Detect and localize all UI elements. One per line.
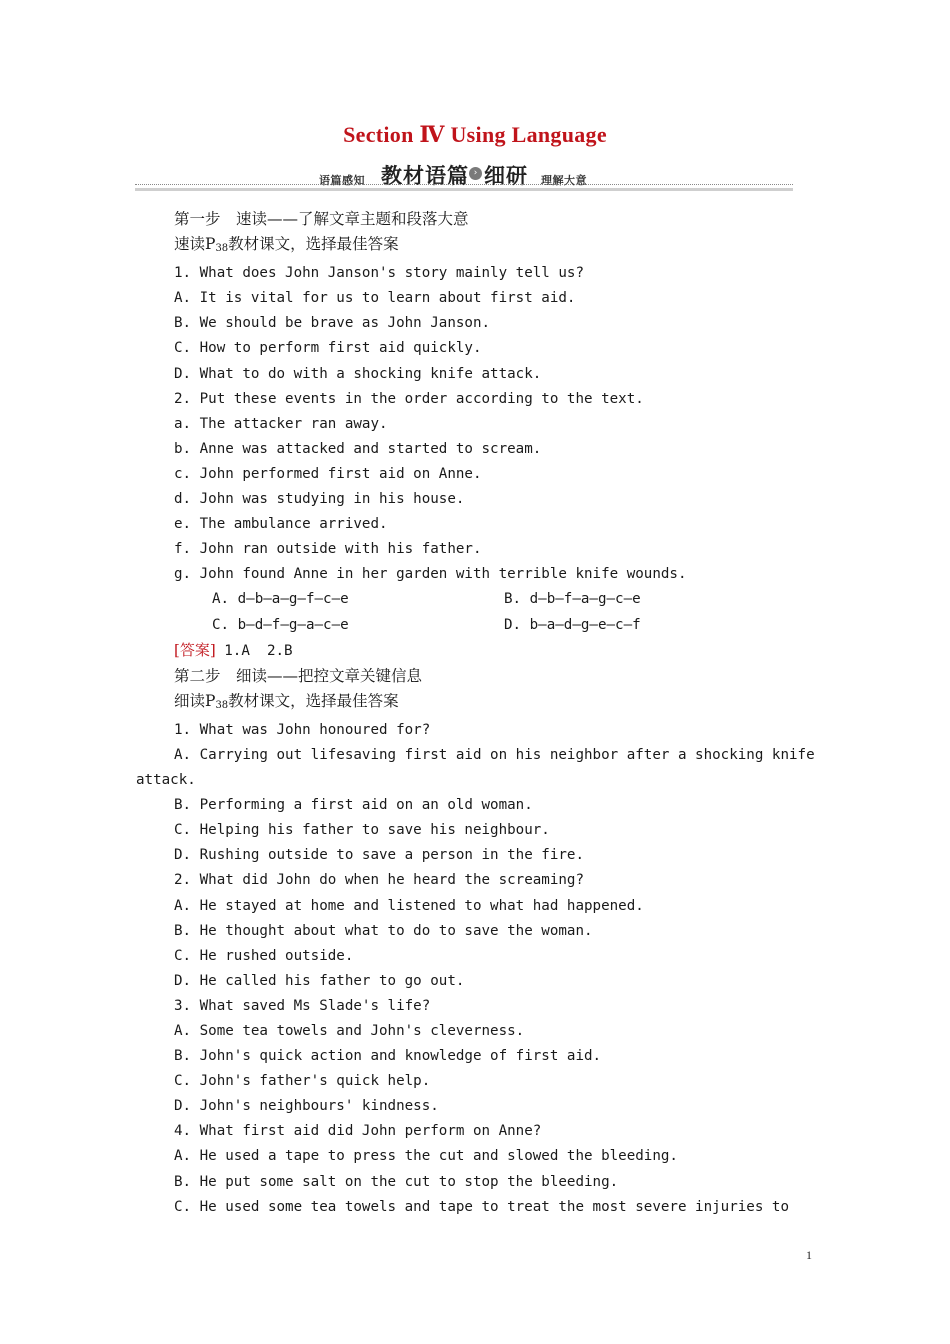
q2-option-c: C. b—d—f—g—a—c—e [212, 616, 349, 633]
d1-option-d: D. Rushing outside to save a person in the fire. [174, 847, 584, 864]
d4-option-c: C. He used some tea towels and tape to treat the most severe injuries to [174, 1198, 789, 1215]
section-banner [135, 158, 793, 194]
event-f: f. John ran outside with his father. [174, 541, 482, 558]
instruction-subscript: 38 [215, 699, 229, 711]
q2-options-row-2 [136, 613, 816, 638]
instruction-suffix: 教材课文，选择最佳答案 [228, 235, 399, 254]
detail-question-1: 1. What was John honoured for? [174, 721, 431, 738]
d3-option-b: B. John's quick action and knowledge of first aid. [174, 1048, 602, 1065]
d1-option-c: C. Helping his father to save his neighbour. [174, 822, 550, 839]
question-1: 1. What does John Janson's story mainly tell us? [174, 265, 584, 282]
detail-question-2: 2. What did John do when he heard the screaming? [174, 872, 584, 889]
d3-option-a: A. Some tea towels and John's cleverness. [174, 1023, 525, 1039]
section-title: Section Ⅳ Using Language [343, 122, 607, 147]
d2-option-c: C. He rushed outside. [174, 947, 354, 964]
d1-option-a: A. Carrying out lifesaving first aid on his neighbor after a shocking knife [174, 746, 815, 763]
question-2: 2. Put these events in the order according to the text. [174, 390, 644, 407]
q2-option-b: B. d—b—f—a—g—c—e [504, 591, 641, 608]
q1-option-a: A. It is vital for us to learn about first aid. [174, 290, 576, 307]
instruction-prefix: 速读P [174, 235, 216, 254]
step2-heading: 第二步 细读——把控文章关键信息 [174, 666, 423, 685]
instruction-prefix: 细读P [174, 691, 216, 710]
d2-option-a: A. He stayed at home and listened to what had happened. [174, 897, 644, 914]
detail-question-3: 3. What saved Ms Slade's life? [174, 997, 431, 1014]
q2-options-row-1 [136, 587, 816, 612]
d4-option-a: A. He used a tape to press the cut and slowed the bleeding. [174, 1148, 678, 1165]
instruction-subscript: 38 [215, 243, 229, 255]
page-number: 1 [806, 1248, 812, 1262]
event-c: c. John performed first aid on Anne. [174, 465, 482, 482]
q1-option-b: B. We should be brave as John Janson. [174, 315, 491, 332]
event-g: g. John found Anne in her garden with terrible knife wounds. [174, 566, 687, 583]
banner-shadow-rule [135, 188, 793, 191]
step1-heading: 第一步 速读——了解文章主题和段落大意 [174, 210, 469, 228]
q1-option-c: C. How to perform first aid quickly. [174, 340, 482, 357]
d2-option-d: D. He called his father to go out. [174, 972, 465, 989]
event-d: d. John was studying in his house. [174, 491, 465, 508]
banner-title-left: 教材语篇 [381, 164, 469, 188]
banner-left-label: 语篇感知 [319, 174, 365, 187]
event-e: e. The ambulance arrived. [174, 516, 388, 533]
event-b: b. Anne was attacked and started to scream. [174, 440, 542, 457]
q2-option-d: D. b—a—d—g—e—c—f [504, 616, 641, 633]
answer-tag: [答案] [174, 640, 216, 659]
banner-title-right: 细研 [484, 164, 528, 188]
q1-option-d: D. What to do with a shocking knife attack. [174, 365, 542, 382]
step1-instruction [136, 232, 816, 261]
answer-line [136, 638, 816, 664]
instruction-suffix: 教材课文，选择最佳答案 [228, 691, 399, 710]
d3-option-c: C. John's father's quick help. [174, 1073, 431, 1090]
banner-right-label: 理解大意 [541, 174, 587, 187]
event-a: a. The attacker ran away. [174, 415, 388, 432]
banner-dotted-rule [135, 184, 793, 185]
answer-text: 1.A 2.B [215, 642, 293, 659]
d4-option-b: B. He put some salt on the cut to stop the bleeding. [174, 1173, 619, 1190]
document-body [136, 207, 816, 1220]
step2-instruction [136, 689, 816, 718]
d1-option-a-continued: attack. [136, 772, 196, 789]
d3-option-d: D. John's neighbours' kindness. [174, 1098, 439, 1115]
d1-option-b: B. Performing a first aid on an old woman. [174, 797, 533, 814]
detail-question-4: 4. What first aid did John perform on Anne? [174, 1123, 542, 1140]
d2-option-b: B. He thought about what to do to save the woman. [174, 922, 593, 939]
q2-option-a: A. d—b—a—g—f—c—e [212, 591, 349, 608]
chevron-right-icon: › [469, 167, 482, 180]
